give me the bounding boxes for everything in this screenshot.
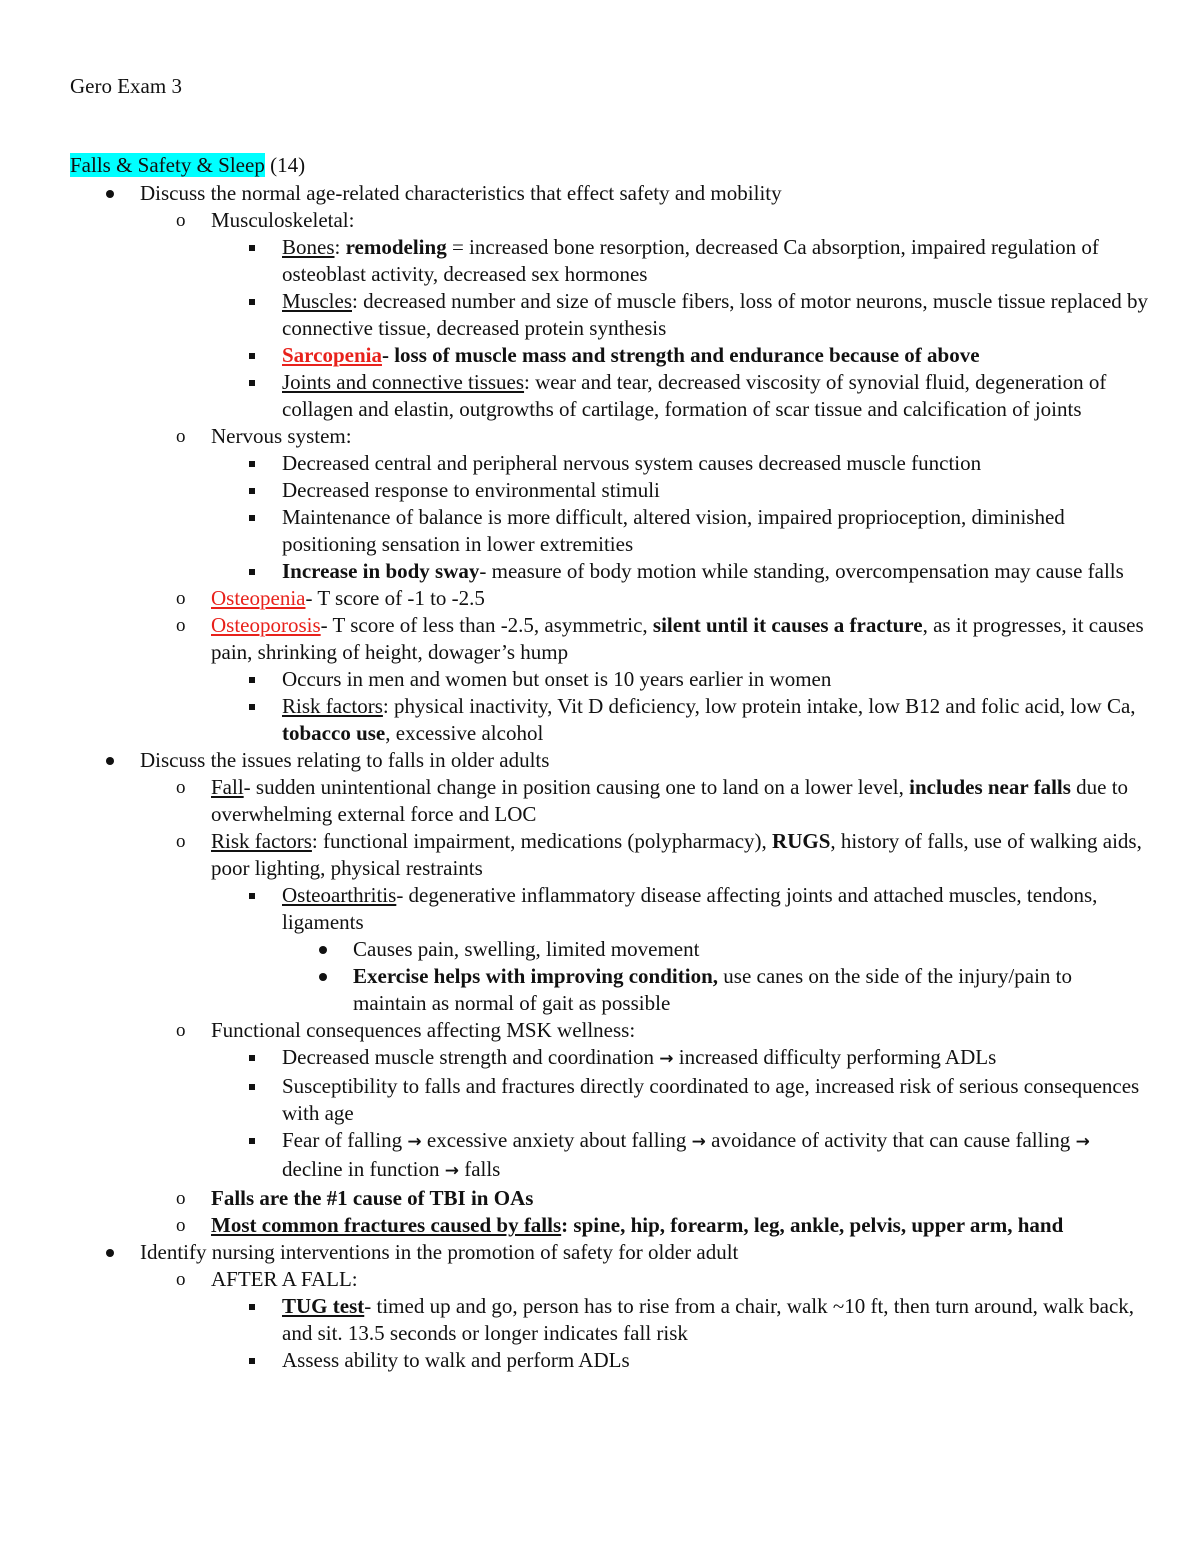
arrow-icon: → bbox=[659, 1049, 674, 1069]
list-item: TUG test- timed up and go, person has to rise from a chair, walk ~10 ft, then turn around, walk back, and sit. 13.5 seconds or longer indicates fall risk bbox=[70, 1293, 1150, 1347]
arrow-icon: → bbox=[407, 1132, 422, 1152]
list-item: Risk factors: physical inactivity, Vit D deficiency, low protein intake, low B12 and folic acid, low Ca, tobacco use, excessive alcohol bbox=[70, 693, 1150, 747]
list-item: o Most common fractures caused by falls: spine, hip, forearm, leg, ankle, pelvis, upper arm, hand bbox=[176, 1213, 1064, 1237]
list-item: Assess ability to walk and perform ADLs bbox=[70, 1347, 1150, 1374]
list-item: o AFTER A FALL: bbox=[176, 1267, 358, 1291]
square-marker bbox=[249, 677, 255, 683]
list-item: Joints and connective tissues: wear and tear, decreased viscosity of synovial fluid, degeneration of collagen and elastin, outgrowths of cartilage, formation of scar tissue and calcification of joints bbox=[70, 369, 1150, 423]
bullet-marker bbox=[106, 1249, 114, 1257]
list-item: Decreased central and peripheral nervous system causes decreased muscle function bbox=[70, 450, 1150, 477]
list-item: o Musculoskeletal: bbox=[176, 208, 355, 232]
circle-marker: o bbox=[176, 588, 186, 609]
arrow-icon: → bbox=[691, 1132, 706, 1152]
square-marker bbox=[249, 299, 255, 305]
square-marker bbox=[249, 488, 255, 494]
section-count: (14) bbox=[264, 153, 306, 177]
list-item: Causes pain, swelling, limited movement bbox=[70, 936, 1150, 963]
bullet-marker bbox=[106, 757, 114, 765]
square-marker bbox=[249, 1055, 255, 1061]
list-item: Decreased muscle strength and coordination → increased difficulty performing ADLs bbox=[70, 1044, 1150, 1073]
list-item: o Functional consequences affecting MSK wellness: bbox=[176, 1018, 636, 1042]
circle-marker: o bbox=[176, 1269, 186, 1290]
list-item: Fear of falling → excessive anxiety about falling → avoidance of activity that can cause falling → decline in function → falls bbox=[70, 1127, 1150, 1185]
arrow-icon: → bbox=[444, 1161, 459, 1181]
arrow-icon: → bbox=[1075, 1132, 1090, 1152]
osteoporosis-term: Osteoporosis bbox=[211, 613, 321, 637]
list-item: Maintenance of balance is more difficult, altered vision, impaired proprioception, diminished positioning sensation in lower extremities bbox=[70, 504, 1150, 558]
list-item: Sarcopenia- loss of muscle mass and strength and endurance because of above bbox=[70, 342, 1150, 369]
square-marker bbox=[249, 1138, 255, 1144]
list-item: Increase in body sway- measure of body motion while standing, overcompensation may cause falls bbox=[70, 558, 1150, 585]
highlighted-heading: Falls & Safety & Sleep bbox=[70, 153, 265, 177]
list-item: Occurs in men and women but onset is 10 years earlier in women bbox=[70, 666, 1150, 693]
osteopenia-term: Osteopenia bbox=[211, 586, 306, 610]
square-marker bbox=[249, 515, 255, 521]
list-item: o Nervous system: bbox=[176, 424, 352, 448]
list-item: o Fall- sudden unintentional change in position causing one to land on a lower level, includes near falls due to overwhelming external force and LOC bbox=[176, 775, 1129, 826]
circle-marker: o bbox=[176, 777, 186, 798]
circle-marker: o bbox=[176, 210, 186, 231]
bullet-marker bbox=[319, 973, 327, 981]
list-item: Exercise helps with improving condition, use canes on the side of the injury/pain to maintain as normal of gait as possible bbox=[70, 963, 1150, 1017]
list-item: Discuss the normal age-related characteristics that effect safety and mobility bbox=[70, 180, 1150, 207]
list-item: o Risk factors: functional impairment, medications (polypharmacy), RUGS, history of falls, use of walking aids, poor lighting, physical restraints bbox=[176, 829, 1142, 880]
square-marker bbox=[249, 380, 255, 386]
circle-marker: o bbox=[176, 1020, 186, 1041]
list-item: Discuss the issues relating to falls in older adults bbox=[70, 747, 1150, 774]
circle-marker: o bbox=[176, 426, 186, 447]
bullet-marker bbox=[319, 946, 327, 954]
square-marker bbox=[249, 704, 255, 710]
list-item: Susceptibility to falls and fractures directly coordinated to age, increased risk of serious consequences with age bbox=[70, 1073, 1150, 1127]
square-marker bbox=[249, 1358, 255, 1364]
list-item: Identify nursing interventions in the promotion of safety for older adult bbox=[70, 1239, 1150, 1266]
document-title: Gero Exam 3 bbox=[70, 74, 182, 98]
list-item: Bones: remodeling = increased bone resorption, decreased Ca absorption, impaired regulation of osteoblast activity, decreased sex hormones bbox=[70, 234, 1150, 288]
square-marker bbox=[249, 893, 255, 899]
list-item: o Osteoporosis- T score of less than -2.5, asymmetric, silent until it causes a fracture, as it progresses, it causes pain, shrinking of height, dowager’s hump bbox=[176, 613, 1144, 664]
square-marker bbox=[249, 461, 255, 467]
square-marker bbox=[249, 569, 255, 575]
section-falls-safety-sleep bbox=[70, 152, 1150, 1374]
sarcopenia-term: Sarcopenia bbox=[282, 343, 382, 367]
circle-marker: o bbox=[176, 831, 186, 852]
list-item: o Osteopenia- T score of -1 to -2.5 bbox=[176, 586, 485, 610]
list-item: Muscles: decreased number and size of muscle fibers, loss of motor neurons, muscle tissue replaced by connective tissue, decreased protein synthesis bbox=[70, 288, 1150, 342]
circle-marker: o bbox=[176, 615, 186, 636]
square-marker bbox=[249, 245, 255, 251]
list-item: Decreased response to environmental stimuli bbox=[70, 477, 1150, 504]
bullet-marker bbox=[106, 190, 114, 198]
outline-list bbox=[70, 180, 1150, 1374]
square-marker bbox=[249, 1084, 255, 1090]
section-heading bbox=[70, 152, 1150, 179]
square-marker bbox=[249, 1304, 255, 1310]
list-item: Osteoarthritis- degenerative inflammatory disease affecting joints and attached muscles, tendons, ligaments bbox=[70, 882, 1150, 936]
circle-marker: o bbox=[176, 1188, 186, 1209]
list-item: o Falls are the #1 cause of TBI in OAs bbox=[176, 1186, 534, 1210]
square-marker bbox=[249, 353, 255, 359]
circle-marker: o bbox=[176, 1215, 186, 1236]
